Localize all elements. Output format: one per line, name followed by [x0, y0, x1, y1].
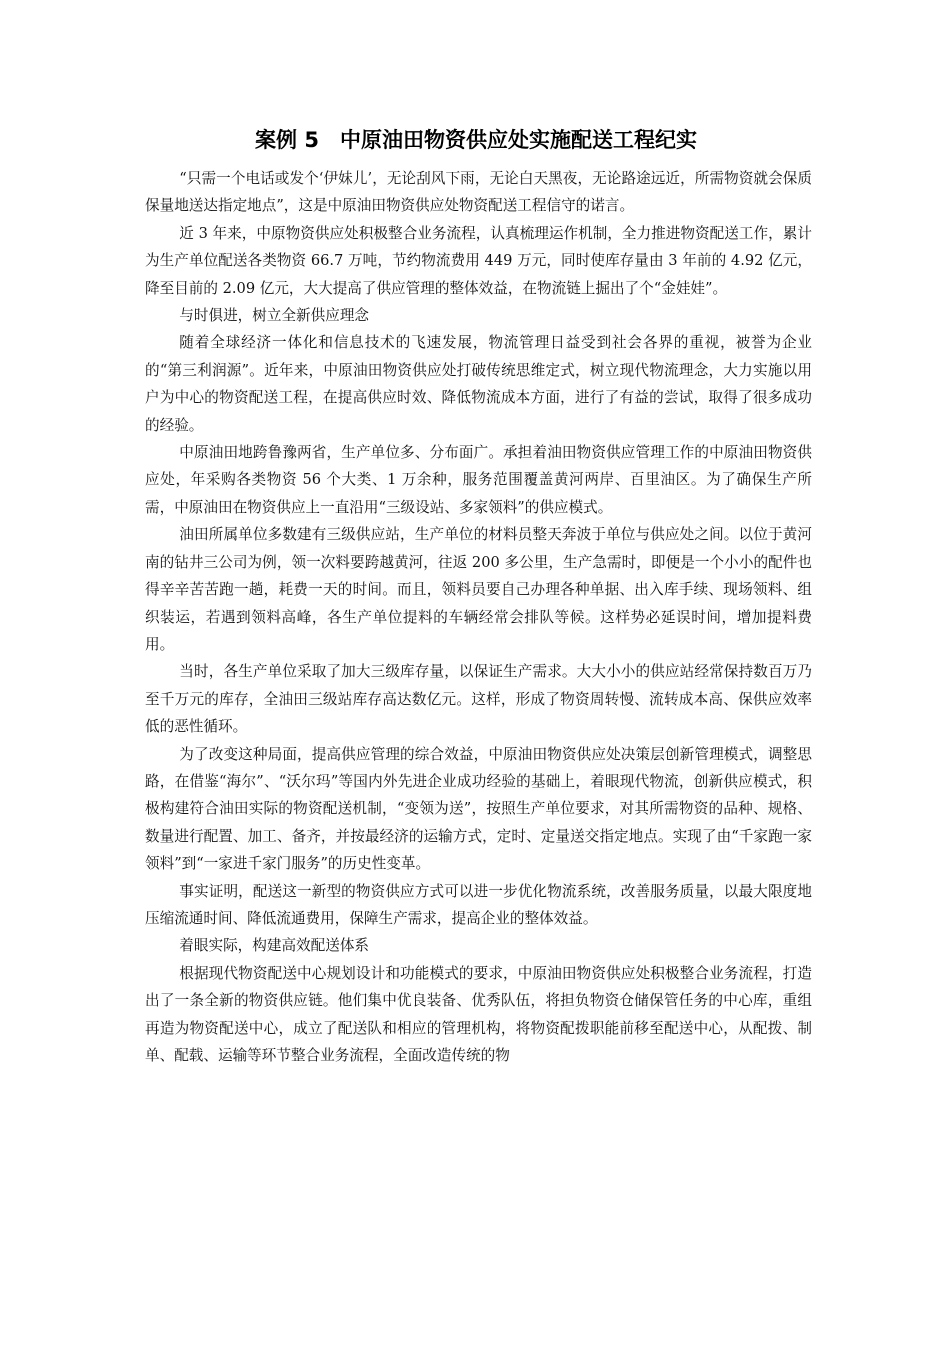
page-title: 案例 5 中原油田物资供应处实施配送工程纪实	[255, 128, 697, 152]
paragraph-7: 为了改变这种局面，提高供应管理的综合效益，中原油田物资供应处决策层创新管理模式，调整思路，在借鉴“海尔”、“沃尔玛”等国内外先进企业成功经验的基础上，着眼现代物流，创新供应模式，积极构建符合油田实际的物资配送机制，“变领为送”，按照生产单位要求，对其所需物资的品种、规格、数量进行配置、加工、备齐，并按最经济的运输方式，定时、定量送交指定地点。实现了由“千家跑一家领料”到“一家进千家门服务”的历史性变革。	[145, 745, 812, 873]
paragraph-8: 事实证明，配送这一新型的物资供应方式可以进一步优化物流系统，改善服务质量，以最大限度地压缩流通时间、降低流通费用，保障生产需求，提高企业的整体效益。	[145, 882, 812, 927]
paragraph-3: 随着全球经济一体化和信息技术的飞速发展，物流管理日益受到社会各界的重视，被誉为企业的“第三利润源”。近年来，中原油田物资供应处打破传统思维定式，树立现代物流理念，大力实施以用户为中心的物资配送工程，在提高供应时效、降低物流成本方面，进行了有益的尝试，取得了很多成功的经验。	[145, 334, 812, 434]
paragraph-5: 油田所属单位多数建有三级供应站，生产单位的材料员整天奔波于单位与供应处之间。以位于黄河南的钻井三公司为例，领一次料要跨越黄河，往返 200 多公里，生产急需时，即便是一个小小的配件也得辛辛苦苦跑一趟，耗费一天的时间。而且，领料员要自己办理各种单据、出入库手续、现场领料、组织装运，若遇到领料高峰，各生产单位提料的车辆经常会排队等候。这样势必延误时间，增加提料费用。	[145, 526, 812, 653]
paragraph-9: 根据现代物资配送中心规划设计和功能模式的要求，中原油田物资供应处积极整合业务流程，打造出了一条全新的物资供应链。他们集中优良装备、优秀队伍，将担负物资仓储保管任务的中心库，重组再造为物资配送中心，成立了配送队和相应的管理机构，将物资配拨职能前移至配送中心，从配拨、制单、配载、运输等环节整合业务流程，全面改造传统的物	[145, 964, 812, 1064]
paragraph-2: 近 3 年来，中原物资供应处积极整合业务流程，认真梳理运作机制，全力推进物资配送工作，累计为生产单位配送各类物资 66.7 万吨，节约物流费用 449 万元，同时使库存量由 3 年前的 4.92 亿元，降至目前的 2.09 亿元，大大提高了供应管理的整体效益，在物流链上掘出了个“金娃娃”。	[145, 224, 812, 297]
paragraph-1: “只需一个电话或发个‘伊妹儿’，无论刮风下雨，无论白天黑夜，无论路途远近，所需物资就会保质保量地送达指定地点”，这是中原油田物资供应处物资配送工程信守的诺言。	[145, 170, 812, 215]
paragraph-4: 中原油田地跨鲁豫两省，生产单位多、分布面广。承担着油田物资供应管理工作的中原油田物资供应处，年采购各类物资 56 个大类、1 万余种，服务范围覆盖黄河两岸、百里油区。为了确保生产所需，中原油田在物资供应上一直沿用“三级设站、多家领料”的供应模式。	[145, 444, 812, 516]
paragraph-6: 当时，各生产单位采取了加大三级库存量，以保证生产需求。大大小小的供应站经常保持数百万乃至千万元的库存，全油田三级站库存高达数亿元。这样，形成了物资周转慢、流转成本高、保供应效率低的恶性循环。	[145, 663, 812, 736]
section-heading: 与时俱进，树立全新供应理念	[179, 307, 370, 325]
section-heading: 着眼实际，构建高效配送体系	[179, 937, 370, 955]
body-text	[145, 165, 812, 1069]
